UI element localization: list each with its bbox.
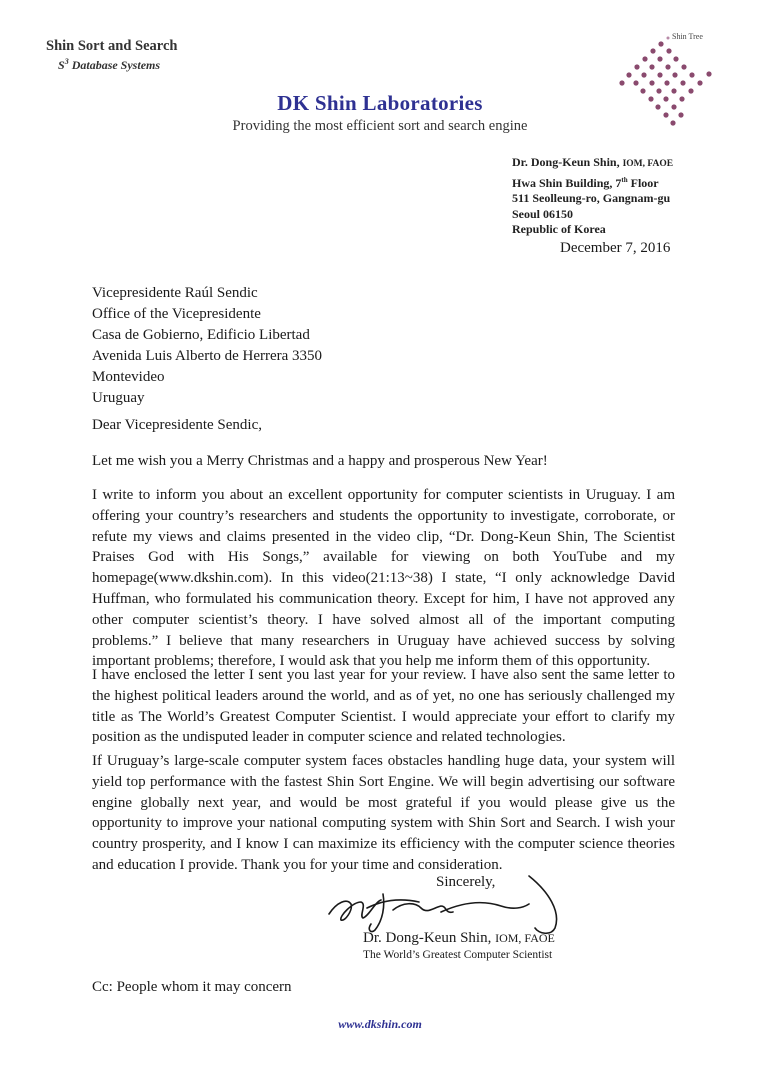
recipient-line: Vicepresidente Raúl Sendic	[92, 285, 258, 301]
signer-title: The World’s Greatest Computer Scientist	[363, 949, 553, 961]
recipient-line: Office of the Vicepresidente	[92, 306, 261, 322]
body-paragraph: I write to inform you about an excellent opportunity for computer scientists in Uruguay. I am offering your country’s researchers and students the opportunity to investigate, corroborate, or refute my views and claims presented in the video clip, “Dr. Dong-Keun Shin, The Scientist Praises God with His Songs,” available for viewing on both YouTube and my homepage(www.dkshin.com). In this video(21:13~38) I state, “I only acknowledge David Huffman, who formulated his communication theory. Except for him, I have not approved any other computer scientist’s theory. I have solved almost all of the important computing problems.” I believe that many researchers in Uruguay have achieved success by solving important problems; therefore, I would ask that you help me inform them of this opportunity.	[92, 487, 675, 670]
footer-website-link[interactable]: www.dkshin.com	[338, 1017, 422, 1031]
recipient-address	[92, 283, 322, 409]
logo-label: Shin Tree	[672, 32, 703, 41]
sender-building-sup: th	[621, 175, 628, 184]
sender-address	[512, 155, 673, 238]
sender-street: 511 Seolleung-ro, Gangnam-gu	[512, 191, 671, 205]
sender-honors: IOM, FAOE	[622, 159, 674, 169]
letterhead-brand	[46, 38, 177, 73]
lab-name: DK Shin Laboratories	[277, 91, 483, 115]
recipient-line: Avenida Luis Alberto de Herrera 3350	[92, 348, 323, 364]
brand-sub-prefix: S	[58, 58, 65, 72]
body-paragraph: If Uruguay’s large-scale computer system faces obstacles handling huge data, your system will yield top performance with the fastest Shin Sort Engine. We will begin advertising our software engine globally next year, and would be most grateful if you would please give us the opportunity to improve your national computing system with Shin Sort and Search. I wish your country prosperity, and I know I can maximize its efficiency with the computer science theories and education I provide. Thank you for your time and consideration.	[92, 753, 675, 873]
recipient-line: Uruguay	[92, 390, 145, 406]
lab-header	[0, 91, 760, 135]
recipient-line: Casa de Gobierno, Edificio Libertad	[92, 327, 310, 343]
sender-building-line	[512, 173, 673, 192]
body-paragraph: I have enclosed the letter I sent you last year for your review. I have also sent the same letter to the highest political leaders around the world, and as of yet, no one has seriously challenged my title as The World’s Greatest Computer Scientist. I would appreciate your effort to clarify my position as the undisputed leader in computer science and related technologies.	[92, 667, 675, 746]
sender-name: Dr. Dong-Keun Shin,	[512, 155, 620, 169]
body-paragraph: Let me wish you a Merry Christmas and a happy and prosperous New Year!	[92, 453, 548, 469]
salutation: Dear Vicepresidente Sendic,	[92, 417, 263, 433]
signer-name-line	[363, 930, 555, 947]
closing: Sincerely,	[436, 874, 496, 890]
lab-tagline: Providing the most efficient sort and search engine	[232, 118, 528, 134]
cc-line: Cc: People whom it may concern	[92, 979, 292, 995]
brand-subtitle	[46, 57, 177, 73]
sender-city: Seoul 06150	[512, 206, 574, 221]
signer-name: Dr. Dong-Keun Shin,	[363, 930, 492, 946]
recipient-line: Montevideo	[92, 369, 165, 385]
sender-building-floor: Floor	[627, 175, 659, 190]
signer-honors: IOM, FAOE	[495, 931, 555, 945]
letter-date: December 7, 2016	[560, 240, 671, 256]
sender-building: Hwa Shin Building, 7	[512, 175, 622, 190]
sender-name-line	[512, 155, 673, 173]
brand-sub-rest: Database Systems	[68, 58, 161, 72]
sender-country: Republic of Korea	[512, 222, 606, 236]
brand-name: Shin Sort and Search	[46, 38, 178, 54]
brand-sub-superscript: 3	[64, 57, 69, 66]
